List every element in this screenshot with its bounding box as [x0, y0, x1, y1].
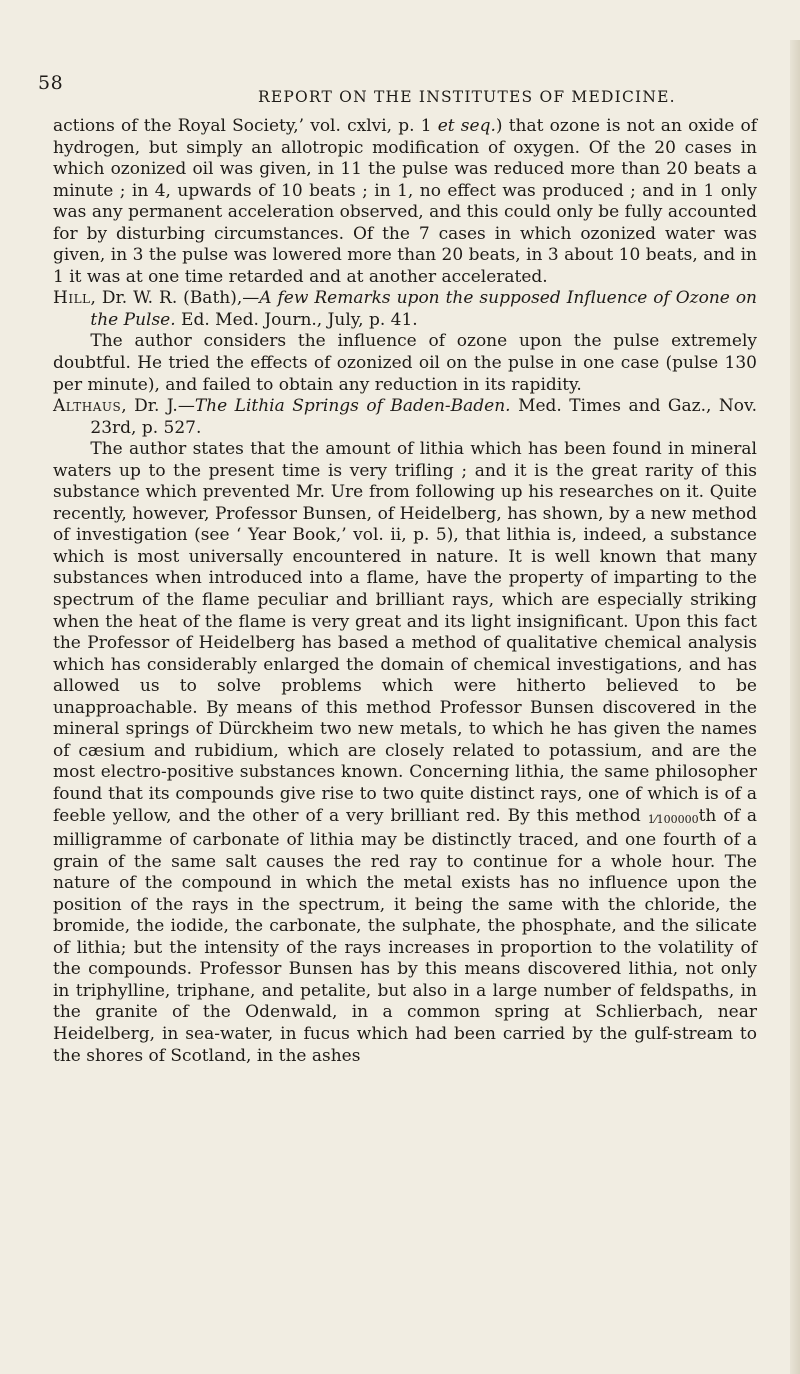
article-source: Med. Times and Gaz., Nov. 23rd, p. 527.	[90, 396, 758, 438]
text-span-italic: et seq.	[437, 116, 496, 136]
text-span: ) that ozone is not an oxide of hydrogen, but simply an allotropic modification of oxygen. Of the 20 cases in which ozonized oil was given, in 11 the pulse was reduced more than 20 beats a minute ; in 4, upwards of 10 beats ; in 1, no effect was produced ; and in 1 only was any permanent acceleration observed, and this could only be fully accounted for by disturbing circumstances. Of the 7 cases in which ozonized water was given, in 3 the pulse was lowered more than 20 beats, in 3 about 10 beats, and in 1 it was at one time retarded and at another accelerated.	[53, 116, 757, 287]
text-span: actions of the Royal Society,’ vol. cxlvi, p. 1	[53, 116, 438, 136]
bibliographic-entry-hill	[53, 288, 757, 331]
article-title: The Lithia Springs of Baden-Baden.	[194, 396, 511, 417]
author-name: Hill	[53, 288, 91, 309]
entry-abstract-hill: The author considers the influence of ozone upon the pulse extremely doubtful. He tried the effects of ozonized oil on the pulse in one case (pulse 130 per minute), and failed to obtain any reduction in its rapidity.	[53, 331, 757, 395]
author-details: , Dr. J.—	[121, 396, 195, 417]
text-span: The author states that the amount of lithia which has been found in mineral waters up to the present time is very trifling ; and it is the great rarity of this substance which prevented Mr. Ure from following up his researches on it. Quite recently, however, Professor Bunsen, of Heidelberg, has shown, by a new method of investigation (see ‘ Year Book,’ vol. ii, p. 5), that lithia is, indeed, a substance which is most universally encountered in nature. It is well known that many substances when introduced into a flame, have the property of imparting to the spectrum of the flame peculiar and brilliant rays, which are especially striking when the heat of the flame is very great and its light insignificant. Upon this fact the Professor of Heidelberg has based a method of qualitative chemical analysis which has considerably enlarged the domain of chemical investigations, and has allowed us to solve problems which were hitherto believed to be unapproachable. By means of this method Professor Bunsen discovered in the mineral springs of Dürckheim two new metals, to which he has given the names of cæsium and rubidium, which are closely related to potassium, and are the most electro-positive substances known. Concerning lithia, the same philosopher found that its compounds give rise to two quite distinct rays, one of which is of a feeble yellow, and the other of a very brilliant red. By this method	[53, 439, 757, 826]
author-name: Althaus	[53, 396, 122, 417]
running-head: REPORT ON THE INSTITUTES OF MEDICINE.	[258, 88, 676, 106]
bibliographic-entry-althaus	[53, 396, 757, 439]
page-number: 58	[38, 72, 64, 94]
entry-abstract-althaus	[53, 439, 757, 1067]
fraction: 1⁄100000	[647, 812, 699, 826]
text-span: th of a milligramme of carbonate of lithia may be distinctly traced, and one fourth of a grain of the same salt causes the red ray to continue for a whole hour. The nature of the compound in which the metal exists has no influence upon the position of the rays in the spectrum, it being the same with the chloride, the bromide, the iodide, the carbonate, the sulphate, the phosphate, and the silicate of lithia; but the intensity of the rays increases in proportion to the volatility of the compounds. Professor Bunsen has by this means discovered lithia, not only in triphylline, triphane, and petalite, but also in a large number of feldspaths, in the granite of the Odenwald, in a common spring at Schlierbach, near Heidelberg, in sea-water, in fucus which had been carried by the gulf-stream to the shores of Scotland, in the ashes	[53, 805, 757, 1066]
continued-paragraph	[53, 116, 757, 288]
article-source: Ed. Med. Journ., July, p. 41.	[175, 309, 418, 330]
page-edge-shadow	[790, 40, 800, 1374]
body-text	[53, 116, 757, 1067]
author-details: , Dr. W. R. (Bath),—	[90, 288, 260, 309]
article-title: A few Remarks upon the supposed Influence of Ozone on the Pulse.	[90, 288, 757, 330]
